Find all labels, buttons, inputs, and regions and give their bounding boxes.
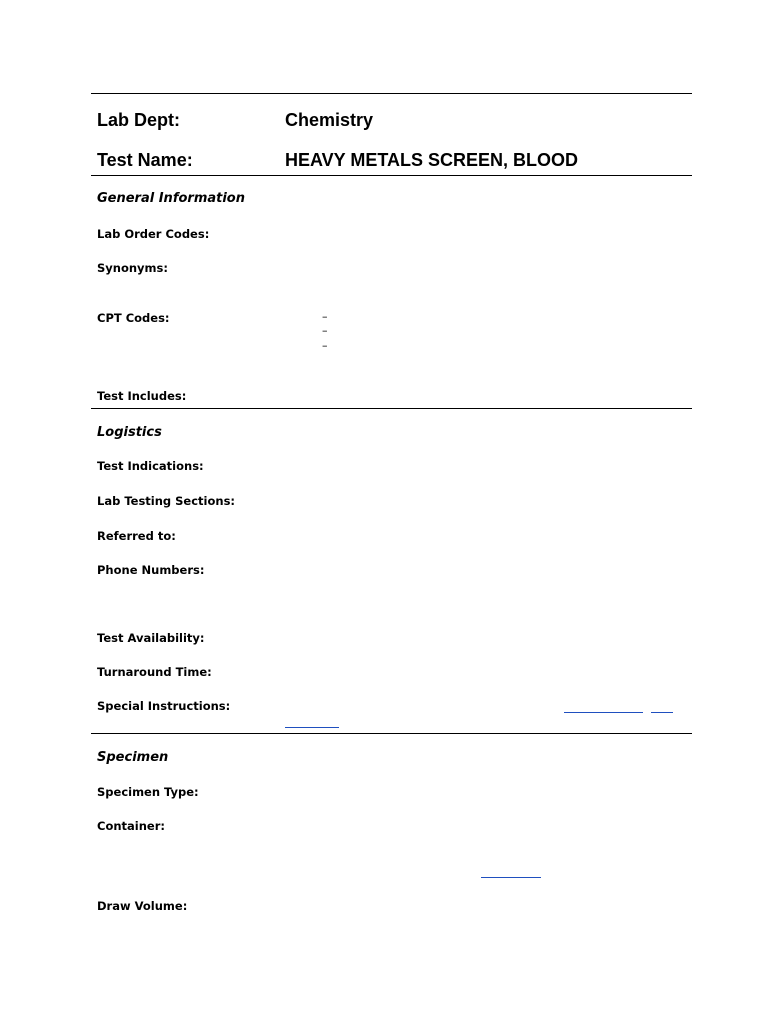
lab-order-codes-label: Lab Order Codes: (97, 227, 210, 241)
turnaround-time-label: Turnaround Time: (97, 665, 212, 679)
phone-numbers-label: Phone Numbers: (97, 563, 205, 577)
header-bottom-rule (91, 175, 692, 176)
cpt-code-entry: – (322, 339, 328, 352)
specimen-title: Specimen (97, 750, 169, 765)
lab-testing-sections-label: Lab Testing Sections: (97, 494, 236, 508)
test-indications-label: Test Indications: (97, 459, 204, 473)
lab-dept-value: Chemistry (285, 110, 374, 130)
general-information-title: General Information (97, 191, 245, 206)
top-rule (91, 93, 692, 94)
logistics-title: Logistics (97, 425, 162, 440)
cpt-code-entry: – (322, 310, 328, 323)
logistics-bottom-rule (91, 733, 692, 734)
test-availability-label: Test Availability: (97, 631, 205, 645)
container-link[interactable] (481, 877, 541, 878)
special-instructions-link[interactable] (651, 712, 673, 713)
lab-dept-label: Lab Dept: (97, 110, 180, 130)
general-information-bottom-rule (91, 408, 692, 409)
test-name-value: HEAVY METALS SCREEN, BLOOD (285, 150, 579, 170)
cpt-codes-label: CPT Codes: (97, 311, 170, 325)
referred-to-label: Referred to: (97, 529, 176, 543)
test-includes-label: Test Includes: (97, 389, 187, 403)
container-label: Container: (97, 819, 165, 833)
cpt-code-entry: – (322, 324, 328, 337)
test-name-label: Test Name: (97, 150, 193, 170)
special-instructions-label: Special Instructions: (97, 699, 231, 713)
specimen-type-label: Specimen Type: (97, 785, 199, 799)
synonyms-label: Synonyms: (97, 261, 168, 275)
draw-volume-label: Draw Volume: (97, 899, 188, 913)
special-instructions-link[interactable] (564, 712, 643, 713)
special-instructions-link[interactable] (285, 727, 339, 728)
